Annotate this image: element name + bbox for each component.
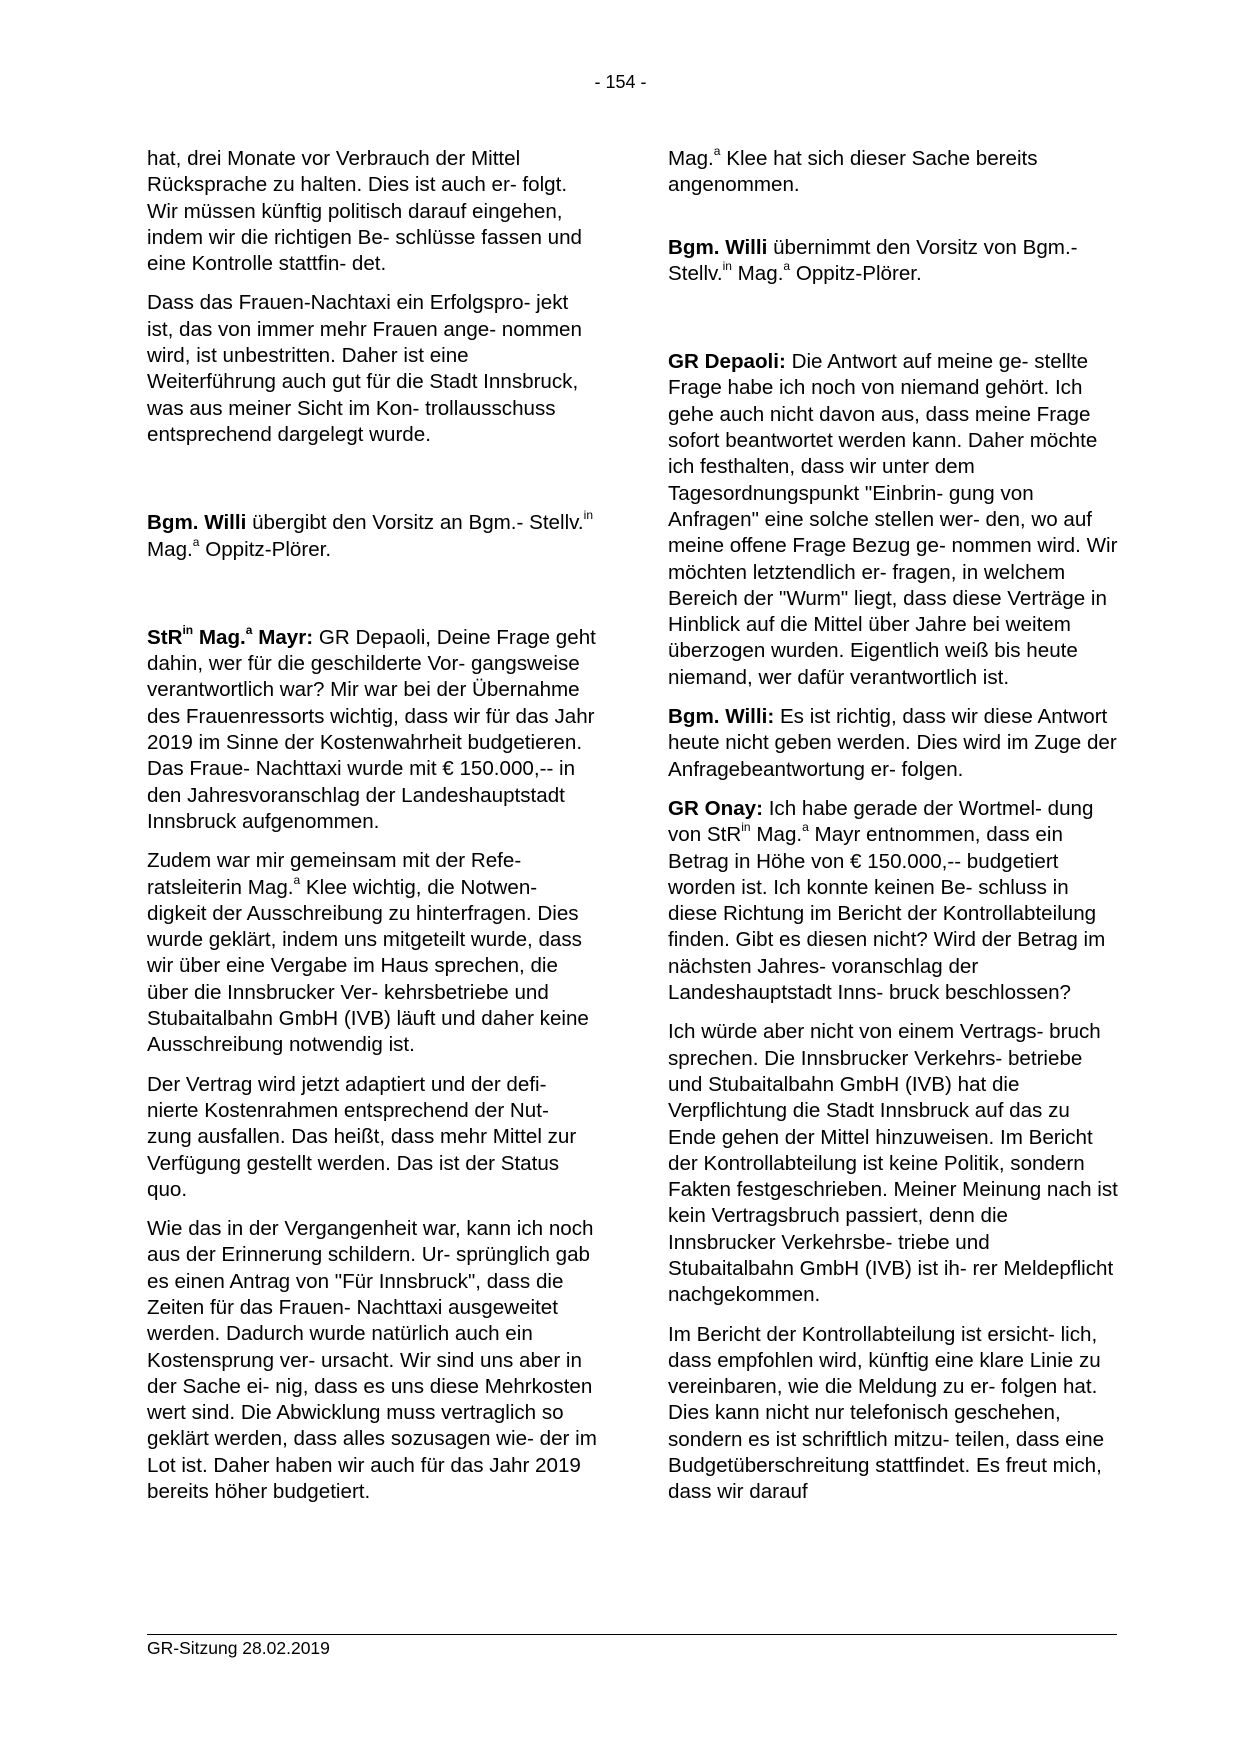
text-run: Mag. xyxy=(147,537,193,561)
text-run: Die Antwort auf meine ge- stellte Frage habe ich noch von niemand gehört. Ich gehe auch nicht davon aus, dass meine Frage sofort beantwortet werden kann. Daher möchte ich festhalten, dass wir unter dem Tagesordnungspunkt "Einbrin- gung von Anfragen" eine solche stellen wer- den, wo auf meine offene Frage Bezug ge- nommen wird. Wir möchten letztendlich er- fragen, in welchem Bereich der "Wurm" liegt, dass diese Verträge in Hinblick auf die Mittel über Jahre bei weitem überzogen wurden. Eigentlich weiß bis heute niemand, wer dafür verantwortlich ist. xyxy=(668,350,1118,689)
text-run: Mag. xyxy=(668,147,714,170)
text-run: Mag. xyxy=(193,625,246,649)
right-column xyxy=(668,146,1118,1519)
superscript: in xyxy=(741,820,751,835)
text-run: Oppitz-Plörer. xyxy=(790,261,922,285)
text-run: Klee hat sich dieser Sache bereits angenommen. xyxy=(668,147,1038,197)
speaker-name: Bgm. Willi: xyxy=(668,705,775,729)
text-run: Ich habe gerade der Wortmel- dung von StR xyxy=(668,796,1094,847)
paragraph: Ich würde aber nicht von einem Vertrags- bruch sprechen. Die Innsbrucker Verkehrs- betriebe und Stubaitalbahn GmbH (IVB) hat die Verpflichtung die Stadt Innsbruck auf das zu Ende gehen der Mittel hinzuweisen. Im Bericht der Kontrollabteilung ist keine Politik, sondern Fakten festgeschrieben. Meiner Meinung nach ist kein Vertragsbruch passiert, denn die Innsbrucker Verkehrsbe- triebe und Stubaitalbahn GmbH (IVB) ist ih- rer Meldepflicht nachgekommen. xyxy=(668,1020,1118,1307)
paragraph: Dass das Frauen-Nachtaxi ein Erfolgspro- jekt ist, das von immer mehr Frauen ange- nommen wird, ist unbestritten. Daher ist eine Weiterführung auch gut für die Stadt Innsbruck, was aus meiner Sicht im Kon- trollausschuss entsprechend dargelegt wurde. xyxy=(147,291,582,446)
text-run: übergibt den Vorsitz an Bgm.- Stellv. xyxy=(246,511,584,535)
text-run: Klee wichtig, die Notwen- digkeit der Ausschreibung zu hinterfragen. Dies wurde geklärt, indem uns mitgeteilt wurde, dass wir über eine Vergabe im Haus sprechen, die über die Innsbrucker Ver- kehrsbetriebe und Stubaitalbahn GmbH (IVB) läuft und daher keine Ausschreibung notwendig ist. xyxy=(147,875,589,1057)
speaker-name: GR Depaoli: xyxy=(668,350,786,374)
text-run: Es ist richtig, dass wir diese Antwort heute nicht geben werden. Dies wird im Zuge der Anfragebeantwortung er- folgen. xyxy=(668,705,1117,781)
text-run: Mag. xyxy=(731,261,784,285)
text-run: Mag. xyxy=(750,823,803,847)
speaker-name: Bgm. Willi xyxy=(668,235,768,259)
superscript: in xyxy=(722,259,732,274)
superscript: a xyxy=(713,144,721,159)
speech-paragraph xyxy=(147,625,597,835)
superscript: a xyxy=(293,872,301,887)
paragraph: hat, drei Monate vor Verbrauch der Mittel Rücksprache zu halten. Dies ist auch er- folgt. Wir müssen künftig politisch darauf eingehen, indem wir die richtigen Be- schlüsse fassen und eine Kontrolle stattfin- det. xyxy=(147,147,582,276)
footer-divider xyxy=(147,1634,1117,1635)
text-run: GR Depaoli, Deine Frage geht dahin, wer für die geschilderte Vor- gangsweise verantwortlich war? Mir war bei der Übernahme des Frauenressorts wichtig, dass wir für das Jahr 2019 im Sinne der Kostenwahrheit budgetieren. Das Fraue- Nachttaxi wurde mit € 150.000,-- in den Jahresvoranschlag der Landeshauptstadt Innsbruck aufgenommen. xyxy=(147,625,596,833)
chair-handover-note xyxy=(147,510,597,563)
paragraph: Im Bericht der Kontrollabteilung ist ersicht- lich, dass empfohlen wird, künftig eine klare Linie zu vereinbaren, wie die Meldung zu er- folgen hat. Dies kann nicht nur telefonisch geschehen, sondern es ist schriftlich mitzu- teilen, dass eine Budgetüberschreitung stattfindet. Es freut mich, dass wir darauf xyxy=(668,1322,1105,1504)
text-run: Oppitz-Plörer. xyxy=(199,537,332,561)
superscript: a xyxy=(245,623,253,637)
speech-paragraph xyxy=(668,704,1118,783)
superscript: a xyxy=(783,259,791,274)
speaker-name xyxy=(147,623,314,649)
superscript: in xyxy=(182,623,194,637)
paragraph: Wie das in der Vergangenheit war, kann ich noch aus der Erinnerung schildern. Ur- sprünglich gab es einen Antrag von "Für Innsbruck", dass die Zeiten für das Frauen- Nachttaxi ausgeweitet werden. Dadurch wurde natürlich auch ein Kostensprung ver- ursacht. Wir sind uns aber in der Sache ei- nig, dass es uns diese Mehrkosten wert sind. Die Abwicklung muss vertraglich so geklärt werden, dass alles sozusagen wie- der im Lot ist. Daher haben wir auch für das Jahr 2019 bereits höher budgetiert. xyxy=(147,1217,597,1504)
text-run: StR xyxy=(147,625,183,649)
speech-paragraph xyxy=(668,796,1118,1006)
speech-paragraph xyxy=(668,349,1118,691)
text-run: Mayr entnommen, dass ein Betrag in Höhe von € 150.000,-- budgetiert worden ist. Ich konnte keinen Be- schluss in diese Richtung im Bericht der Kontrollabteilung finden. Gibt es diesen nicht? Wird der Betrag im nächsten Jahres- voranschlag der Landeshauptstadt Inns- bruck beschlossen? xyxy=(668,823,1106,1005)
page-number: - 154 - xyxy=(594,72,647,92)
superscript: a xyxy=(802,820,809,835)
footer-session-date: GR-Sitzung 28.02.2019 xyxy=(147,1638,330,1658)
paragraph xyxy=(147,848,597,1058)
text-run: Zudem war mir gemeinsam mit der Refe- ratsleiterin Mag. xyxy=(147,849,522,899)
paragraph: Der Vertrag wird jetzt adaptiert und der defi- nierte Kostenrahmen entsprechend der Nut- zung ausfallen. Das heißt, dass mehr Mittel zur Verfügung gestellt werden. Das ist der Status quo. xyxy=(147,1072,577,1201)
speaker-name: Bgm. Willi xyxy=(147,511,247,535)
text-run: Mayr: xyxy=(252,625,314,649)
text-run: übernimmt den Vorsitz von Bgm.-Stellv. xyxy=(668,235,1078,285)
chair-handover-note xyxy=(668,235,1118,288)
paragraph xyxy=(668,146,1118,199)
superscript: a xyxy=(192,534,200,549)
superscript: in xyxy=(583,508,593,523)
left-column xyxy=(147,146,597,1518)
speaker-name: GR Onay: xyxy=(668,796,763,820)
